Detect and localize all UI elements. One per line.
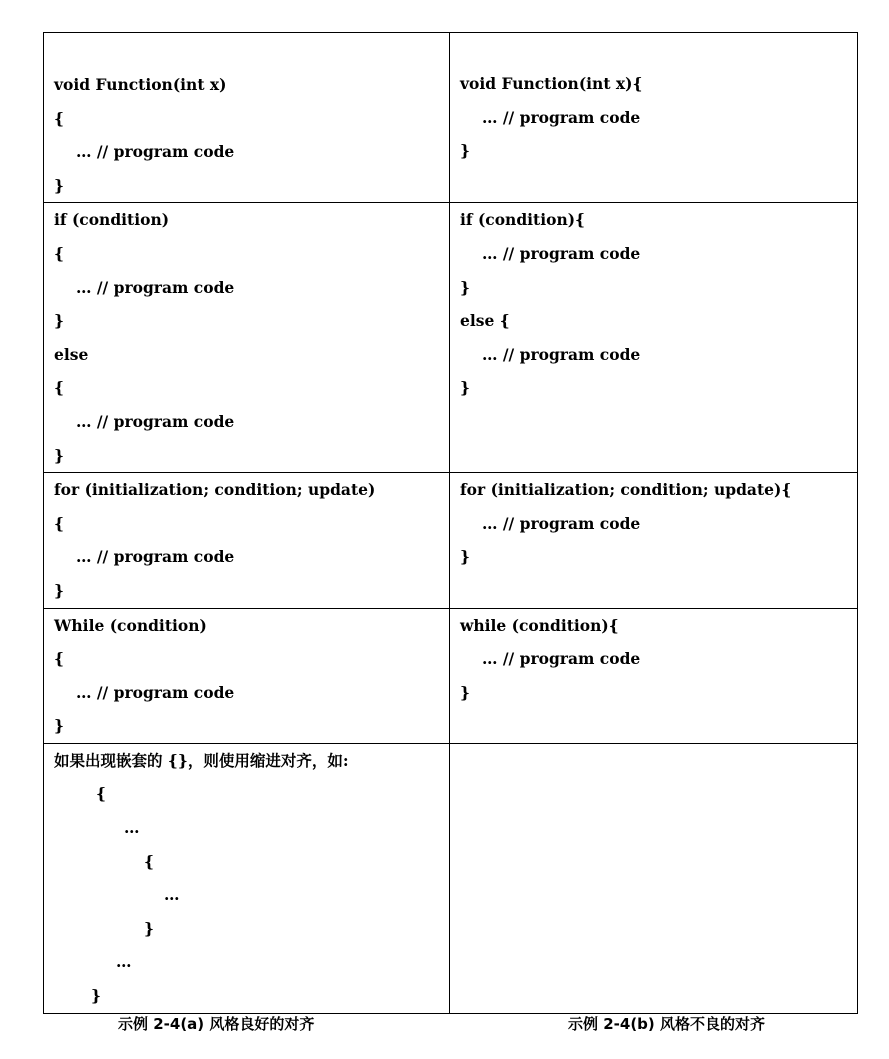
caption-bad-style: 示例 2-4(b) 风格不良的对齐 [568,1015,765,1033]
good-style-cell [44,473,450,608]
good-style-cell [44,33,450,203]
code-line: { [54,649,64,669]
code-line: if (condition){ [460,210,586,230]
code-line: … // program code [76,277,235,297]
code-line: } [144,918,154,938]
code-line: … [116,952,132,972]
good-style-cell [44,743,450,1013]
nested-note: 如果出现嵌套的 {}，则使用缩进对齐，如: [54,750,349,770]
code-line: { [144,851,154,871]
good-style-cell [44,203,450,473]
code-line: … // program code [482,513,641,533]
code-line: while (condition){ [460,615,619,635]
alignment-comparison-table [43,32,858,1014]
code-line: … // program code [76,682,235,702]
code-line: … // program code [482,107,641,127]
code-line: … [164,885,180,905]
code-line: } [54,716,64,736]
code-line: void Function(int x) [54,75,227,94]
code-line: { [54,108,64,128]
bad-style-cell [450,608,858,743]
code-line: } [460,547,470,567]
code-line: } [54,175,64,195]
code-line: … [124,818,140,838]
code-line: if (condition) [54,210,170,230]
caption-good-style: 示例 2-4(a) 风格良好的对齐 [118,1015,315,1033]
code-line: … // program code [76,547,235,567]
code-line: } [54,580,64,600]
code-line: { [54,243,64,263]
code-line: } [460,378,470,398]
table-row [44,743,858,1013]
code-line: else [54,344,89,364]
code-line: } [460,277,470,297]
code-line: for (initialization; condition; update){ [460,480,792,500]
code-line: … // program code [482,344,641,364]
empty-cell [450,743,858,1013]
code-line: void Function(int x){ [460,74,643,93]
code-line: { [54,378,64,398]
code-line: … // program code [482,649,641,669]
code-line: } [460,682,470,702]
bad-style-cell [450,473,858,608]
code-line: { [96,784,106,804]
table-row [44,473,858,608]
code-line: … // program code [76,142,235,162]
good-style-cell [44,608,450,743]
code-line: } [460,141,470,161]
code-line: } [54,311,64,331]
code-line: } [91,986,101,1006]
table-row [44,33,858,203]
code-line: … // program code [482,243,641,263]
table-row [44,203,858,473]
code-line: for (initialization; condition; update) [54,480,376,500]
bad-style-cell [450,203,858,473]
code-line: … // program code [76,411,235,431]
code-line: { [54,513,64,533]
code-line: else { [460,311,510,331]
code-line: While (condition) [54,615,207,635]
bad-style-cell [450,33,858,203]
code-line: } [54,445,64,465]
table-row [44,608,858,743]
